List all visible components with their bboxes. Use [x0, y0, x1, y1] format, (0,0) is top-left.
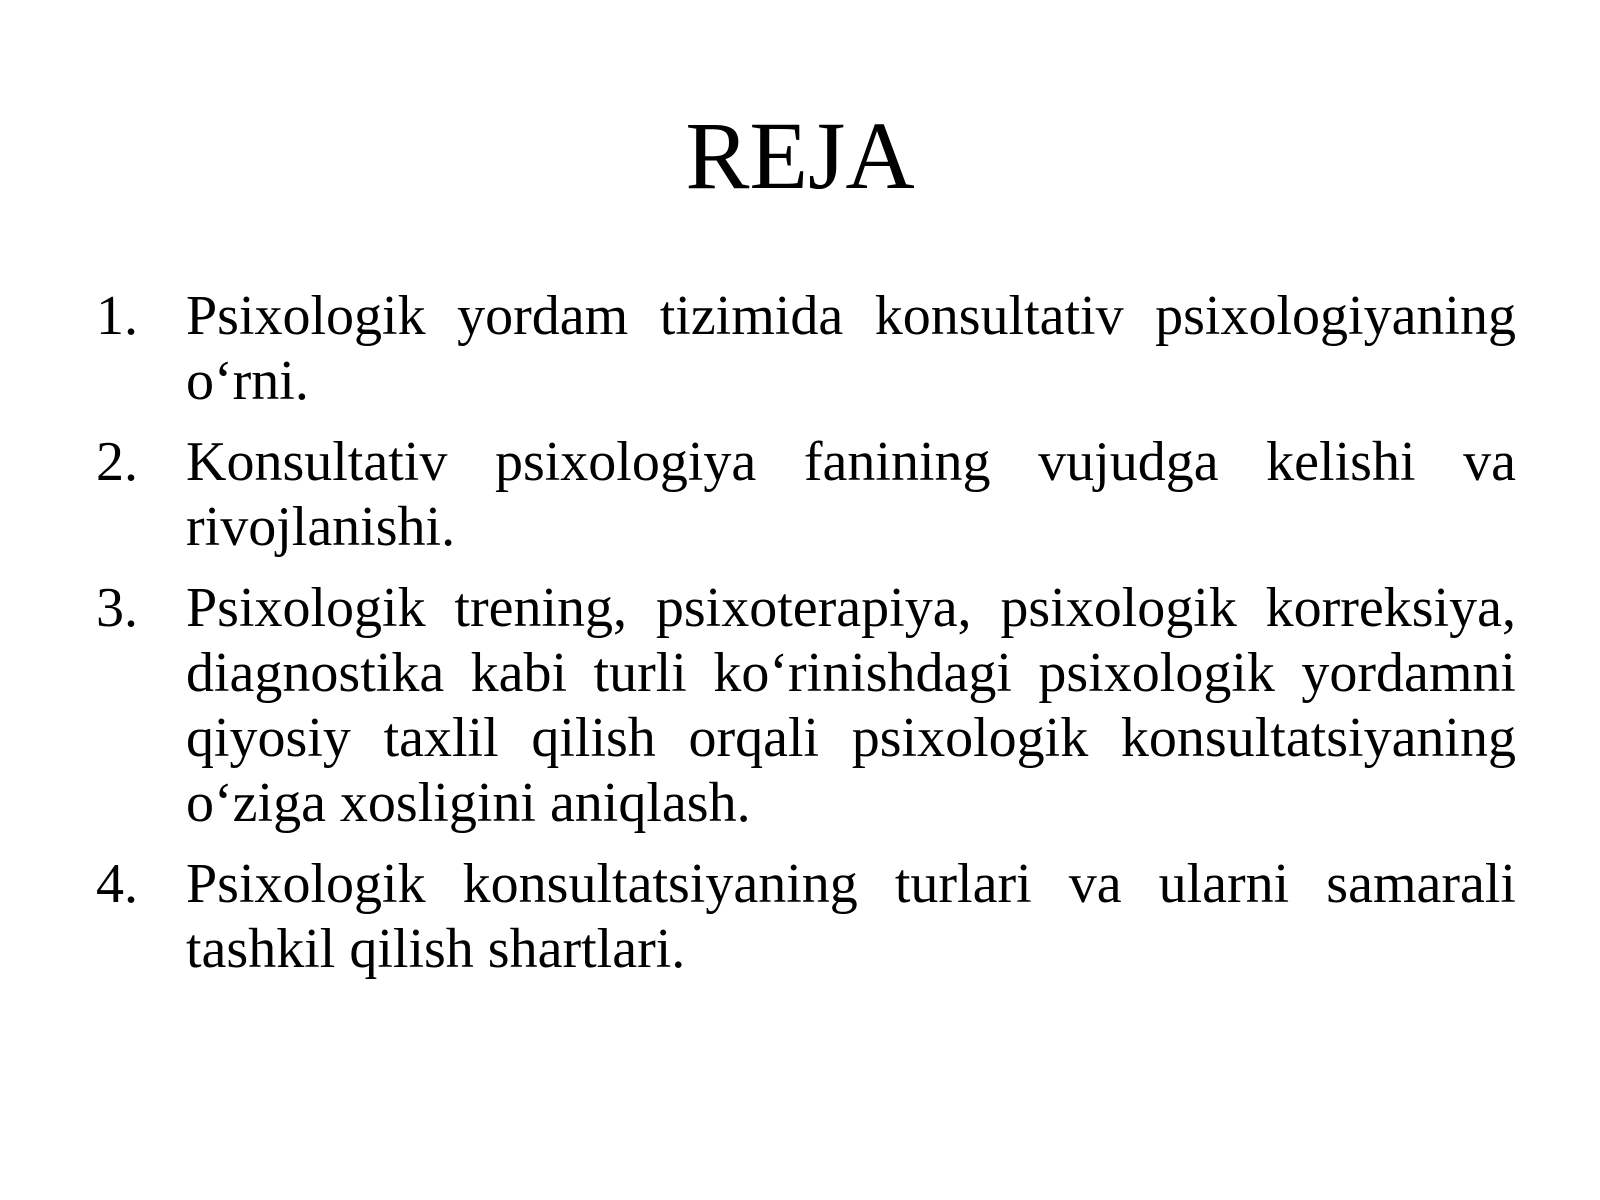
plan-item-text: Konsultativ psixologiya fanining vujudga kelishi va rivojlanishi.: [186, 431, 1516, 558]
plan-item-text: Psixologik trening, psixoterapiya, psixologik korreksiya, diagnostika kabi turli ko‘rinishdagi psixologik yordamni qiyosiy taxlil qilish orqali psixologik konsultatsiyaning o‘ziga xosligini aniqlash.: [186, 577, 1516, 834]
plan-item-number: 4.: [96, 853, 138, 915]
plan-item-4: [96, 852, 1516, 982]
plan-item-text: Psixologik yordam tizimida konsultativ psixologiyaning o‘rni.: [186, 285, 1516, 412]
plan-item-number: 3.: [96, 577, 138, 639]
plan-item-number: 2.: [96, 431, 138, 493]
plan-item-3: [96, 576, 1516, 836]
slide-title: REJA: [685, 102, 915, 209]
plan-item-number: 1.: [96, 285, 138, 347]
plan-item-2: [96, 430, 1516, 560]
plan-item-text: Psixologik konsultatsiyaning turlari va ularni samarali tashkil qilish shartlari.: [186, 853, 1516, 980]
plan-item-1: [96, 284, 1516, 414]
plan-list: [96, 284, 1516, 998]
